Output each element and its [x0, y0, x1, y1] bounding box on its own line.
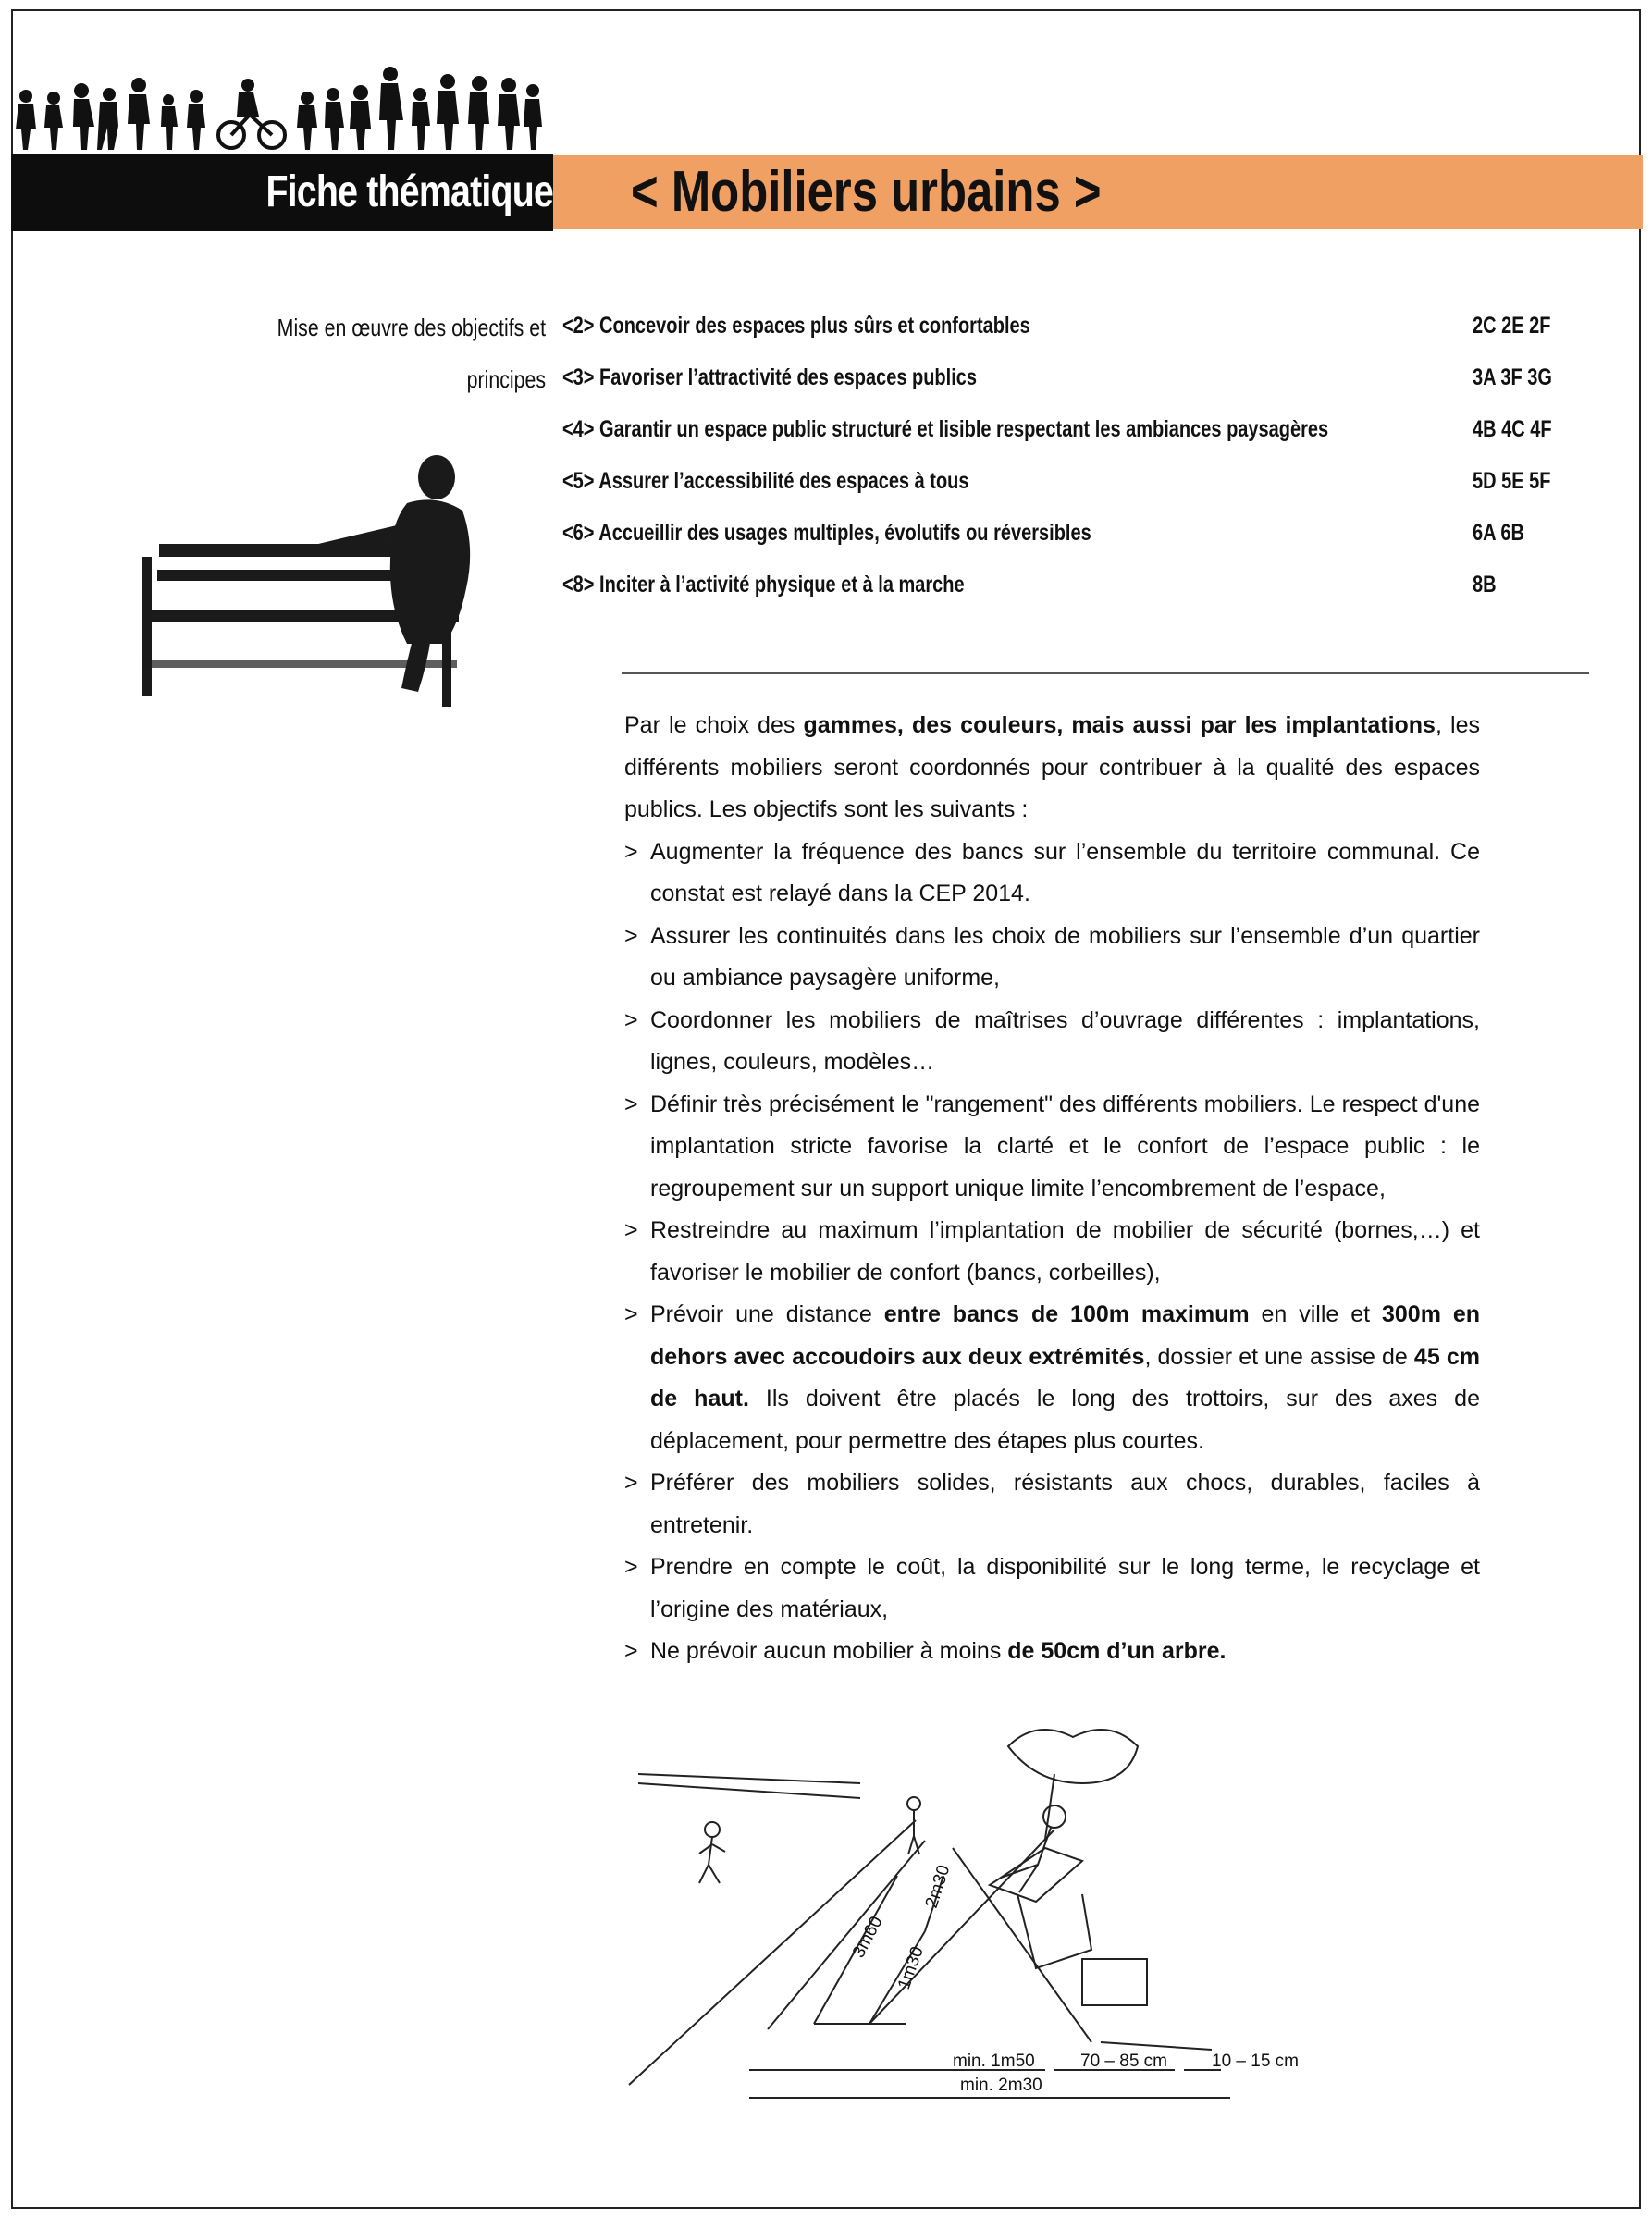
- header-band-black: [11, 154, 553, 231]
- dim-label-1m30: 1m30: [894, 1943, 928, 1992]
- bullet-item: [624, 832, 1480, 916]
- tree-canopy: [1008, 1730, 1138, 1783]
- bench-leg-left: [142, 557, 152, 696]
- bench-line: [953, 1848, 1091, 2042]
- bullet-marker: >: [624, 1006, 638, 1033]
- objectives-label-line2: principes: [466, 365, 546, 393]
- objective-text: <5> Assurer l’accessibilité des espaces à tous: [562, 468, 969, 494]
- bullet-item: [624, 1084, 1480, 1211]
- sidewalk-edge-left: [629, 1820, 916, 2085]
- bullet-text: Préférer des mobiliers solides, résistants aux chocs, durables, faciles à entretenir.: [650, 1470, 1480, 1538]
- bullet-bold: 300m en dehors avec accoudoirs aux deux extrémités: [650, 1301, 1481, 1370]
- horizon-line-2: [638, 1783, 860, 1798]
- bullet-item: [624, 1000, 1480, 1084]
- silhouette-person: [325, 88, 344, 150]
- bullet-item: [624, 916, 1480, 1000]
- objective-codes: 6A 6B: [1473, 520, 1524, 546]
- bullet-text: Assurer les continuités dans les choix de mobiliers sur l’ensemble d’un quartier ou ambiance paysagère uniforme,: [650, 922, 1480, 991]
- objective-row: [562, 307, 1561, 359]
- silhouette-person: [468, 76, 489, 150]
- bench-frame-sketch: [1017, 1894, 1091, 1968]
- silhouette-person: [187, 90, 205, 150]
- bin-sketch: [1082, 1959, 1147, 2005]
- bullet-item: [624, 1462, 1480, 1546]
- silhouette-person: [297, 92, 317, 150]
- silhouette-person: [412, 88, 430, 150]
- objective-codes: 5D 5E 5F: [1473, 468, 1551, 494]
- intro-text-1: Par le choix des: [624, 712, 804, 738]
- path-line: [869, 1830, 1054, 2024]
- dim-label-2m30: 2m30: [921, 1862, 955, 1911]
- dim-label-70-85: 70 – 85 cm: [1080, 2052, 1167, 2071]
- bullet-marker: >: [624, 1638, 638, 1664]
- bullet-text: Restreindre au maximum l’implantation de mobilier de sécurité (bornes,…) et favoriser le mobilier de confort (bancs, corbeilles),: [650, 1217, 1480, 1286]
- silhouette-person: [16, 90, 36, 150]
- bullet-marker: >: [624, 922, 638, 949]
- bullet-text: Augmenter la fréquence des bancs sur l’ensemble du territoire communal. Ce constat est relayé dans la CEP 2014.: [650, 838, 1480, 906]
- pedestrian-body: [699, 1837, 725, 1883]
- header-right-title: < Mobiliers urbains >: [631, 160, 1102, 224]
- silhouette-person: [73, 83, 94, 150]
- ground-line: [1101, 2042, 1212, 2050]
- bench-seat-sketch: [990, 1848, 1082, 1902]
- dim-label-10-15: 10 – 15 cm: [1212, 2052, 1299, 2071]
- bullet-marker: >: [624, 1470, 638, 1496]
- bullet-item: [624, 1294, 1480, 1462]
- bullet-marker: >: [624, 1301, 638, 1327]
- objective-codes: 2C 2E 2F: [1473, 313, 1551, 339]
- intro-paragraph: [624, 705, 1480, 832]
- bullet-bold: de 50cm d’un arbre.: [1007, 1638, 1227, 1664]
- silhouette-person: [498, 78, 520, 150]
- silhouette-person: [379, 67, 403, 150]
- bullet-marker: >: [624, 1091, 638, 1117]
- horizon-line-1: [638, 1774, 860, 1783]
- objective-row: [562, 566, 1561, 618]
- street-furniture-illustration: [620, 1728, 1304, 2116]
- silhouette-person: [128, 78, 150, 150]
- bullet-text: Ils doivent être placés le long des trottoirs, sur des axes de déplacement, pour permettre des étapes plus courtes.: [650, 1386, 1480, 1454]
- people-silhouettes-banner: [9, 57, 546, 152]
- header-left-title: Fiche thématique: [265, 167, 553, 216]
- silhouette-person: [524, 84, 542, 150]
- bullet-item: [624, 1210, 1480, 1294]
- bullet-bold: entre bancs de 100m maximum: [883, 1301, 1250, 1327]
- silhouette-person: [44, 92, 63, 150]
- bullet-text: Prévoir une distance: [650, 1301, 884, 1327]
- bullet-item: [624, 1546, 1480, 1631]
- section-divider: [622, 672, 1589, 674]
- pedestrian-head: [907, 1797, 920, 1810]
- person-head: [418, 455, 455, 499]
- silhouette-person: [350, 85, 371, 150]
- objective-text: <2> Concevoir des espaces plus sûrs et confortables: [562, 313, 1030, 339]
- objective-text: <6> Accueillir des usages multiples, évolutifs ou réversibles: [562, 520, 1091, 546]
- dim-label-min-2m30: min. 2m30: [960, 2076, 1042, 2095]
- objective-row: [562, 359, 1561, 411]
- person-torso: [390, 499, 470, 644]
- objective-row: [562, 514, 1561, 566]
- body-text: [624, 705, 1480, 1673]
- intro-text-2: , les différents mobiliers seront coordonnés pour contribuer à la qualité des espaces publics. Les objectifs sont les suivants :: [624, 712, 1480, 822]
- objectives-label: [265, 302, 546, 405]
- silhouette-cyclist: [218, 79, 285, 148]
- objective-text: <3> Favoriser l’attractivité des espaces publics: [562, 364, 978, 390]
- dim-label-3m60: 3m60: [848, 1913, 887, 1962]
- bullet-text: Ne prévoir aucun mobilier à moins: [650, 1638, 1008, 1664]
- pedestrian-body: [908, 1810, 919, 1854]
- bullet-item: [624, 1631, 1480, 1673]
- bench-person-sketch: [137, 448, 525, 707]
- objective-text: <8> Inciter à l’activité physique et à la marche: [562, 572, 965, 598]
- intro-bold: gammes, des couleurs, mais aussi par les implantations: [803, 712, 1436, 738]
- objectives-label-line1: Mise en œuvre des objectifs et: [277, 314, 546, 341]
- objectives-list: [562, 307, 1561, 618]
- bullet-bold: 45 cm de haut.: [650, 1343, 1480, 1411]
- bullet-text: Coordonner les mobiliers de maîtrises d’ouvrage différentes : implantations, lignes, couleurs, modèles…: [650, 1006, 1480, 1075]
- bullet-text: Définir très précisément le "rangement" des différents mobiliers. Le respect d'une implantation stricte favorise la clarté et le confort de l’espace public : le regroupement sur un support unique limite l’encombrement de l’espace,: [650, 1091, 1480, 1201]
- dim-label-min-1m50: min. 1m50: [953, 2052, 1035, 2071]
- objective-codes: 3A 3F 3G: [1473, 364, 1552, 390]
- pedestrian-head: [705, 1822, 720, 1837]
- objective-codes: 8B: [1473, 572, 1497, 598]
- silhouette-person: [161, 94, 178, 150]
- bullet-text: en ville et: [1249, 1301, 1382, 1327]
- bullet-marker: >: [624, 1554, 638, 1580]
- objective-codes: 4B 4C 4F: [1473, 416, 1552, 442]
- header-band-orange: [553, 155, 1643, 229]
- bullet-marker: >: [624, 1217, 638, 1243]
- objective-row: [562, 462, 1561, 514]
- silhouette-person: [437, 74, 459, 150]
- bullet-marker: >: [624, 838, 638, 865]
- silhouette-person: [97, 88, 118, 150]
- bullet-text: , dossier et une assise de: [1144, 1343, 1414, 1370]
- bullet-text: Prendre en compte le coût, la disponibilité sur le long terme, le recyclage et l’origine des matériaux,: [650, 1554, 1480, 1622]
- objective-text: <4> Garantir un espace public structuré et lisible respectant les ambiances paysagères: [562, 416, 1329, 442]
- objective-row: [562, 411, 1561, 462]
